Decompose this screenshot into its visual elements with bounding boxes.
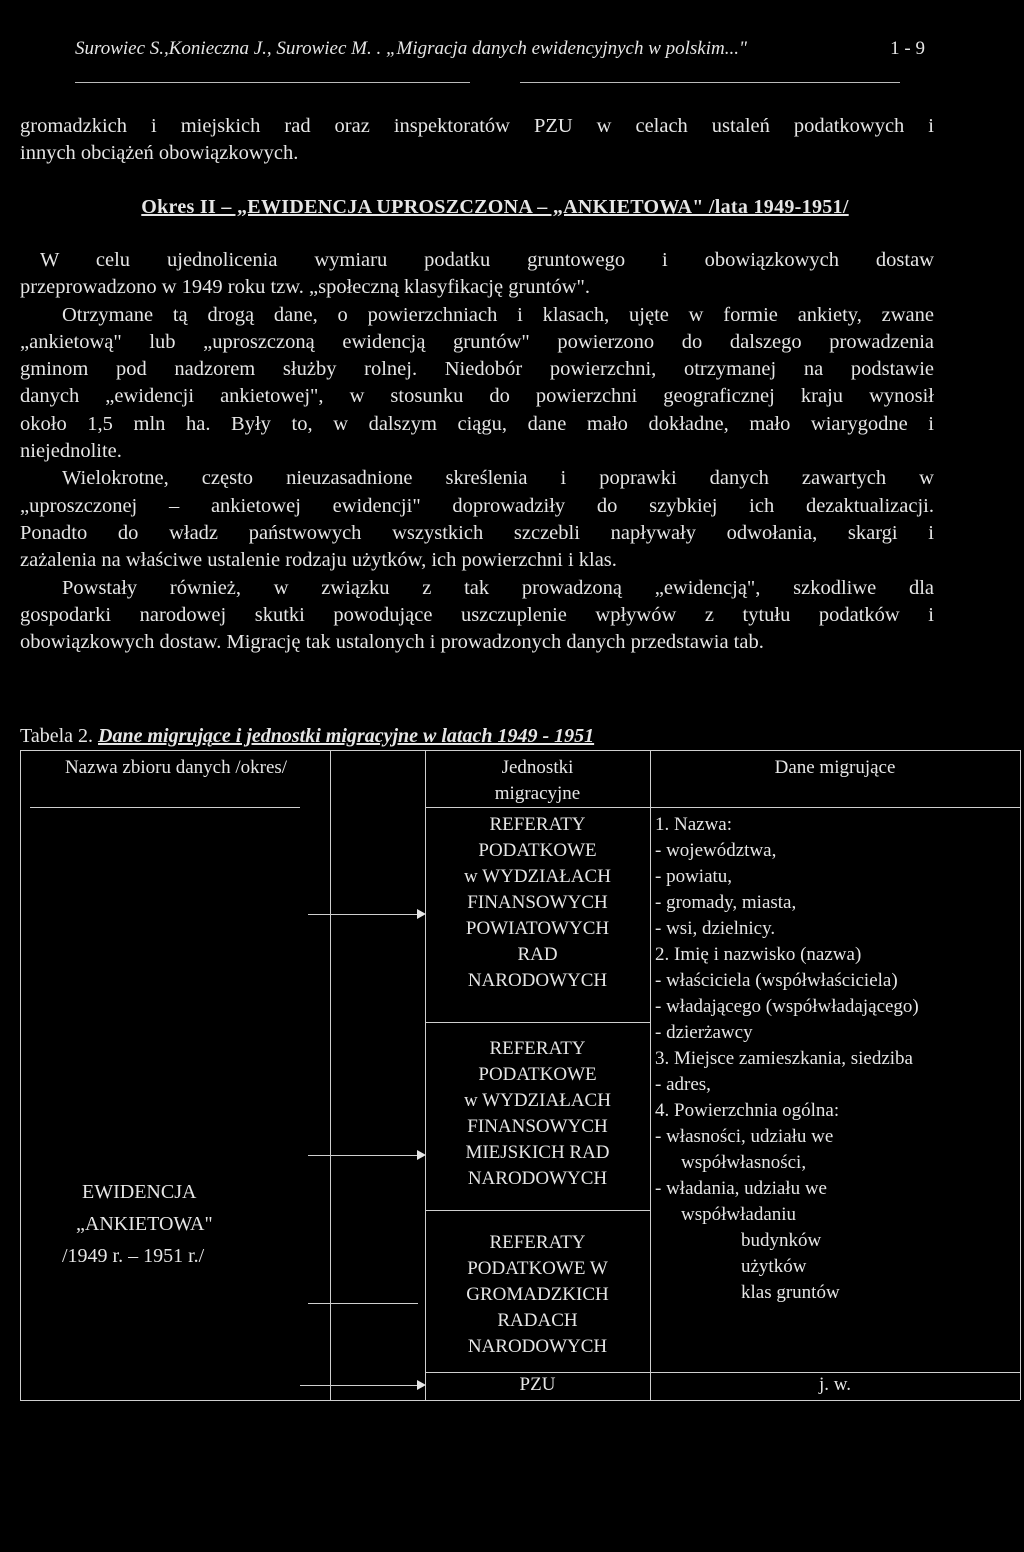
data-line: 4. Powierzchnia ogólna:: [655, 1100, 840, 1121]
unit-line: w WYDZIAŁACH: [464, 1090, 611, 1111]
data-line: - wsi, dzielnicy.: [655, 918, 776, 939]
unit-line: RADACH: [497, 1310, 578, 1331]
unit-line: RAD: [517, 944, 558, 965]
header-cell-data: Dane migrujące: [774, 757, 896, 778]
unit-line: REFERATY: [489, 1232, 586, 1253]
data-line: klas gruntów: [741, 1282, 840, 1303]
data-line: - władania, udziału we: [655, 1178, 827, 1199]
data-line: - powiatu,: [655, 866, 733, 887]
unit-line: GROMADZKICH: [466, 1284, 609, 1305]
data-line: - właściciela (współwłaściciela): [655, 970, 898, 991]
data-line: budynków: [741, 1230, 822, 1251]
data-line: 1. Nazwa:: [655, 814, 733, 835]
data-line: - własności, udziału we: [655, 1126, 834, 1147]
source-dataset-cell: [62, 1176, 302, 1272]
arrow-line-2: [308, 1155, 418, 1156]
section-title: Okres II – „EWIDENCJA UPROSZCZONA – „ANKIETOWA" /lata 1949-1951/: [141, 196, 849, 218]
table-right-rule: [1020, 750, 1021, 1400]
data-line: - województwa,: [655, 840, 777, 861]
data-line: 3. Miejsce zamieszkania, siedziba: [655, 1048, 913, 1069]
body-paragraphs: [20, 247, 934, 656]
unit-line: PODATKOWE: [478, 840, 597, 861]
unit-line: NARODOWYCH: [467, 1336, 608, 1357]
unit-line: REFERATY: [489, 814, 586, 835]
source-line: EWIDENCJA: [82, 1181, 197, 1203]
body-line: około 1,5 mln ha. Były to, w dalszym ciągu, dane mało dokładne, mało wiarygodne i: [20, 412, 934, 435]
data-cell-pzu: j. w.: [818, 1374, 852, 1395]
table-caption-title: Dane migrujące i jednostki migracyjne w latach 1949 - 1951: [98, 725, 595, 747]
intro-paragraph: [20, 113, 934, 166]
body-line: W celu ujednolicenia wymiaru podatku gruntowego i obowiązkowych dostaw: [40, 249, 934, 271]
header-cell-units: [425, 755, 650, 807]
header-bottom-rule: [425, 807, 1020, 808]
unit-line: FINANSOWYCH: [467, 1116, 608, 1137]
body-line: gminom pod nadzorem służby rolnej. Niedobór powierzchni, otrzymanej na podstawie: [20, 358, 934, 381]
unit-block-powiat: [425, 812, 650, 994]
unit-line: NARODOWYCH: [467, 970, 608, 991]
body-line: „uproszczonej – ankietowej ewidencji" doprowadziły do szybkiej ich dezaktualizacji.: [20, 494, 934, 517]
body-line: Powstały również, w związku z tak prowadzoną „ewidencją", szkodliwe dla: [62, 576, 934, 599]
body-line: zażalenia na właściwe ustalenie rodzaju użytków, ich powierzchni i klas.: [20, 549, 617, 572]
unit-line: PODATKOWE W: [467, 1258, 608, 1279]
migrating-data-list: [655, 812, 1020, 1306]
arrow-line-3: [308, 1303, 418, 1304]
running-header: [75, 38, 955, 60]
unit-divider-2: [425, 1210, 650, 1211]
body-line: obowiązkowych dostaw. Migrację tak ustalonych i prowadzonych danych przedstawia tab.: [20, 631, 764, 654]
data-line: - adres,: [655, 1074, 711, 1095]
unit-block-miasto: [425, 1036, 650, 1192]
running-title: Surowiec S.,Konieczna J., Surowiec M. . „Migracja danych ewidencyjnych w polskim...": [75, 38, 747, 59]
arrow-line-4: [300, 1385, 418, 1386]
body-line: gospodarki narodowej skutki powodujące uszczuplenie wpływów z tytułu podatków i: [20, 603, 934, 626]
body-line: Otrzymane tą drogą dane, o powierzchniach i klasach, ujęte w formie ankiety, zwane: [62, 303, 934, 326]
unit-line: MIEJSKICH RAD: [465, 1142, 610, 1163]
data-line: - dzierżawcy: [655, 1022, 753, 1043]
intro-line: gromadzkich i miejskich rad oraz inspektoratów PZU w celach ustaleń podatkowych i: [20, 115, 934, 137]
data-line: - gromady, miasta,: [655, 892, 797, 913]
table-caption-label: Tabela 2.: [20, 725, 94, 747]
intro-line: innych obciążeń obowiązkowych.: [20, 141, 299, 164]
arrow-line-1: [308, 914, 418, 915]
source-line: „ANKIETOWA": [76, 1213, 213, 1235]
data-line: współwładaniu: [681, 1204, 797, 1225]
body-line: niejednolite.: [20, 440, 122, 463]
unit-line: w WYDZIAŁACH: [464, 866, 611, 887]
unit-line: PZU: [519, 1374, 556, 1395]
data-line: użytków: [741, 1256, 807, 1277]
header-cell-dataset: Nazwa zbioru danych /okres/: [64, 757, 288, 778]
header-units-line: Jednostki: [501, 757, 574, 778]
unit-line: REFERATY: [489, 1038, 586, 1059]
body-line: Ponadto do władz państwowych wszystkich szczebli napływały odwołania, skargi i: [20, 521, 934, 544]
unit-block-gromada: [425, 1230, 650, 1360]
col1-header-rule: [30, 807, 300, 808]
table-bottom-rule: [20, 1400, 1020, 1401]
body-line: danych „ewidencji ankietowej", w stosunku do powierzchni geograficznej kraju wynosił: [20, 385, 934, 408]
header-rule-left: [75, 82, 470, 83]
table-caption: [20, 725, 594, 748]
page-number: 1 - 9: [890, 38, 925, 59]
data-line: 2. Imię i nazwisko (nazwa): [655, 944, 862, 965]
source-line: /1949 r. – 1951 r./: [62, 1245, 205, 1267]
table-left-rule: [20, 750, 21, 1400]
unit-divider-1: [425, 1022, 650, 1023]
data-line: współwłasności,: [681, 1152, 807, 1173]
unit-line: NARODOWYCH: [467, 1168, 608, 1189]
unit-block-pzu: [425, 1372, 650, 1398]
unit-line: FINANSOWYCH: [467, 892, 608, 913]
table-top-rule: [20, 750, 1020, 751]
header-rule-right: [520, 82, 900, 83]
body-line: przeprowadzono w 1949 roku tzw. „społeczną klasyfikację gruntów".: [20, 276, 591, 299]
body-line: Wielokrotne, często nieuzasadnione skreślenia i poprawki danych zawartych w: [62, 467, 934, 490]
unit-line: PODATKOWE: [478, 1064, 597, 1085]
data-line: - władającego (współwładającego): [655, 996, 919, 1017]
col3-left-rule: [650, 750, 651, 1400]
unit-line: POWIATOWYCH: [465, 918, 610, 939]
body-line: „ankietową" lub „uproszczoną ewidencją gruntów" powierzono do dalszego prowadzenia: [20, 330, 934, 353]
header-units-line: migracyjne: [494, 783, 581, 804]
